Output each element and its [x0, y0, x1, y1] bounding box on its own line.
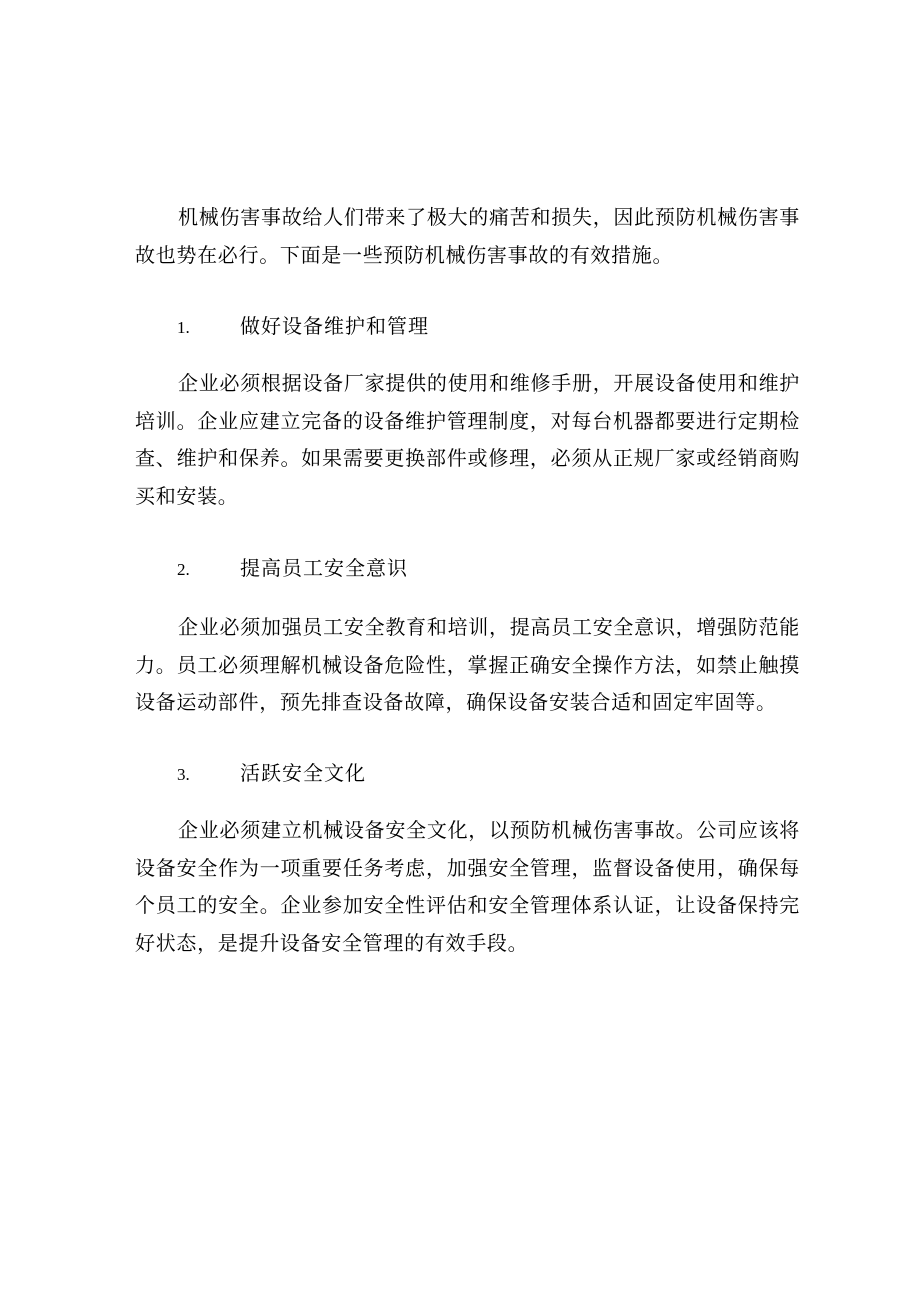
section-2-paragraph	[135, 609, 800, 722]
intro-paragraph	[135, 199, 800, 274]
section-2-heading	[177, 553, 408, 585]
section-3-heading	[177, 758, 366, 790]
intro-text: 机械伤害事故给人们带来了极大的痛苦和损失，因此预防机械伤害事故也势在必行。下面是一些预防机械伤害事故的有效措施。	[135, 205, 800, 267]
section-2-number: 2.	[177, 560, 190, 579]
section-1-body: 企业必须根据设备厂家提供的使用和维修手册，开展设备使用和维护培训。企业应建立完备的设备维护管理制度，对每台机器都要进行定期检查、维护和保养。如果需要更换部件或修理，必须从正规厂家或经销商购买和安装。	[135, 371, 800, 508]
section-2-title: 提高员工安全意识	[240, 556, 408, 580]
section-1-heading	[177, 311, 429, 343]
section-3-title: 活跃安全文化	[240, 761, 366, 785]
section-1-paragraph	[135, 365, 800, 515]
section-1-title: 做好设备维护和管理	[240, 314, 429, 338]
section-1-number: 1.	[177, 318, 190, 337]
section-2-body: 企业必须加强员工安全教育和培训，提高员工安全意识，增强防范能力。员工必须理解机械设备危险性，掌握正确安全操作方法，如禁止触摸设备运动部件，预先排查设备故障，确保设备安装合适和固定牢固等。	[135, 615, 800, 714]
section-3-body: 企业必须建立机械设备安全文化，以预防机械伤害事故。公司应该将设备安全作为一项重要任务考虑，加强安全管理，监督设备使用，确保每个员工的安全。企业参加安全性评估和安全管理体系认证，让设备保持完好状态，是提升设备安全管理的有效手段。	[135, 818, 800, 955]
section-3-paragraph	[135, 812, 800, 962]
section-3-number: 3.	[177, 765, 190, 784]
